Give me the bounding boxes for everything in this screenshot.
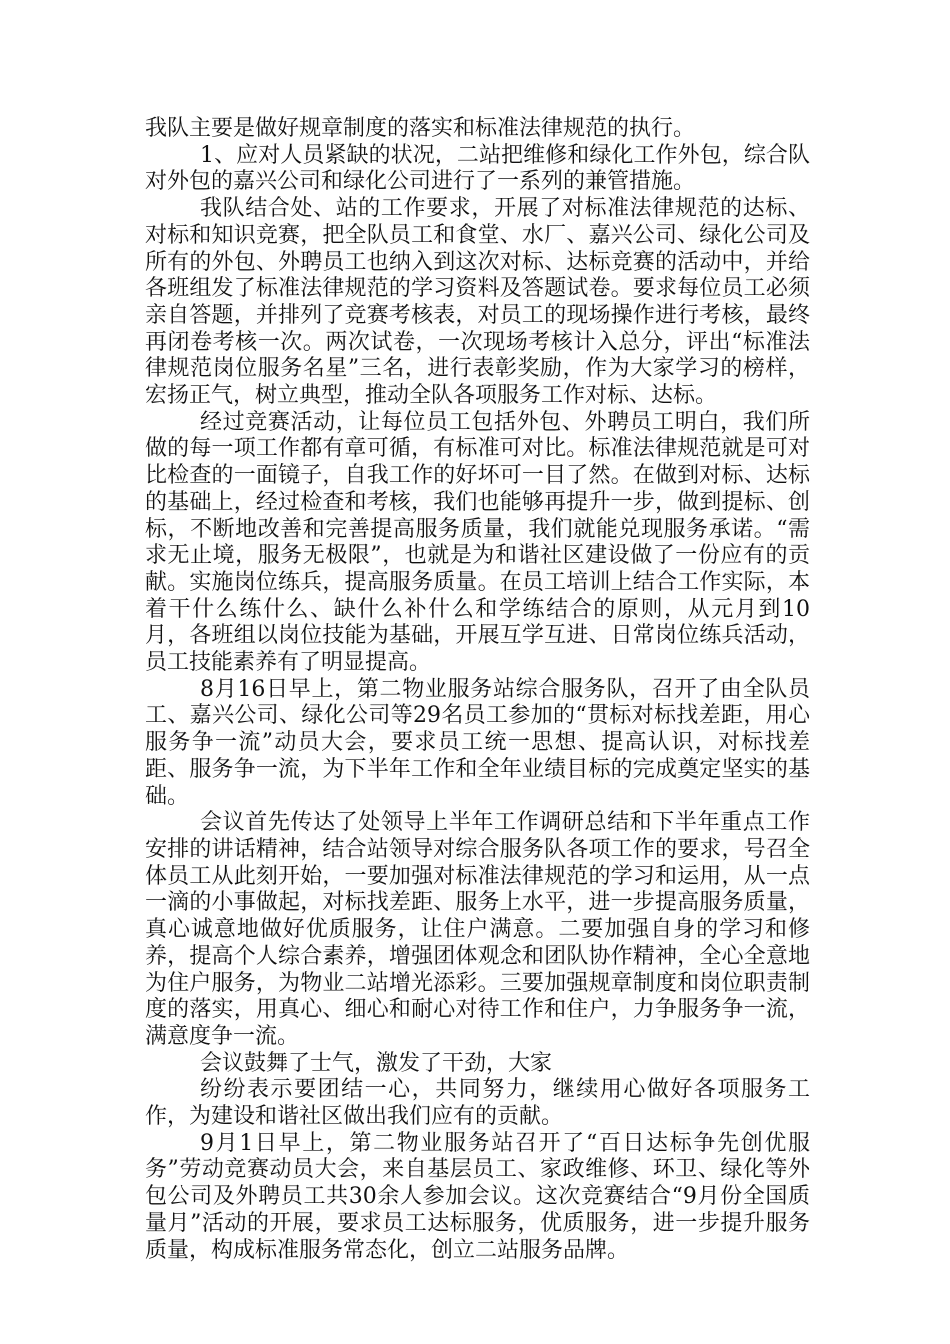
paragraph-4: 经过竞赛活动，让每位员工包括外包、外聘员工明白，我们所做的每一项工作都有章可循，有标准可对比。标准法律规范就是可对比检查的一面镜子，自我工作的好坏可一目了然。在做到对标、达标的基础上，经过检查和考核，我们也能够再提升一步，做到提标、创标，不断地改善和完善提高服务质量，我们就能兑现服务承诺。“需求无止境，服务无极限”，也就是为和谐社区建设做了一份应有的贡献。实施岗位练兵，提高服务质量。在员工培训上结合工作实际，本着干什么练什么、缺什么补什么和学练结合的原则，从元月到10月，各班组以岗位技能为基础，开展互学互进、日常岗位练兵活动，员工技能素养有了明显提高。 — [145, 409, 810, 676]
paragraph-2: 1、应对人员紧缺的状况，二站把维修和绿化工作外包，综合队对外包的嘉兴公司和绿化公司进行了一系列的兼管措施。 — [145, 142, 810, 195]
paragraph-9: 9月1日早上，第二物业服务站召开了“百日达标争先创优服务”劳动竞赛动员大会，来自基层员工、家政维修、环卫、绿化等外包公司及外聘员工共30余人参加会议。这次竞赛结合“9月份全国质量月”活动的开展，要求员工达标服务，优质服务，进一步提升服务质量，构成标准服务常态化，创立二站服务品牌。 — [145, 1130, 810, 1263]
document-body — [145, 116, 810, 1264]
paragraph-5: 8月16日早上，第二物业服务站综合服务队，召开了由全队员工、嘉兴公司、绿化公司等29名员工参加的“贯标对标找差距，用心服务争一流”动员大会，要求员工统一思想、提高认识，对标找差距、服务争一流，为下半年工作和全年业绩目标的完成奠定坚实的基础。 — [145, 676, 810, 809]
paragraph-7: 会议鼓舞了士气，激发了干劲，大家 — [200, 1050, 553, 1076]
paragraph-1: 我队主要是做好规章制度的落实和标准法律规范的执行。 — [145, 116, 696, 141]
paragraph-6: 会议首先传达了处领导上半年工作调研总结和下半年重点工作安排的讲话精神，结合站领导对综合服务队各项工作的要求，号召全体员工从此刻开始，一要加强对标准法律规范的学习和运用，从一点一滴的小事做起，对标找差距、服务上水平，进一步提高服务质量，真心诚意地做好优质服务，让住户满意。二要加强自身的学习和修养，提高个人综合素养，增强团体观念和团队协作精神，全心全意地为住户服务，为物业二站增光添彩。三要加强规章制度和岗位职责制度的落实，用真心、细心和耐心对待工作和住户，力争服务争一流，满意度争一流。 — [145, 810, 810, 1049]
paragraph-8: 纷纷表示要团结一心，共同努力，继续用心做好各项服务工作，为建设和谐社区做出我们应有的贡献。 — [145, 1077, 810, 1130]
paragraph-3: 我队结合处、站的工作要求，开展了对标准法律规范的达标、对标和知识竞赛，把全队员工和食堂、水厂、嘉兴公司、绿化公司及所有的外包、外聘员工也纳入到这次对标、达标竞赛的活动中，并给各班组发了标准法律规范的学习资料及答题试卷。要求每位员工必须亲自答题，并排列了竞赛考核表，对员工的现场操作进行考核，最终再闭卷考核一次。两次试卷，一次现场考核计入总分，评出“标准法律规范岗位服务名星”三名，进行表彰奖励，作为大家学习的榜样，宏扬正气，树立典型，推动全队各项服务工作对标、达标。 — [145, 196, 810, 409]
